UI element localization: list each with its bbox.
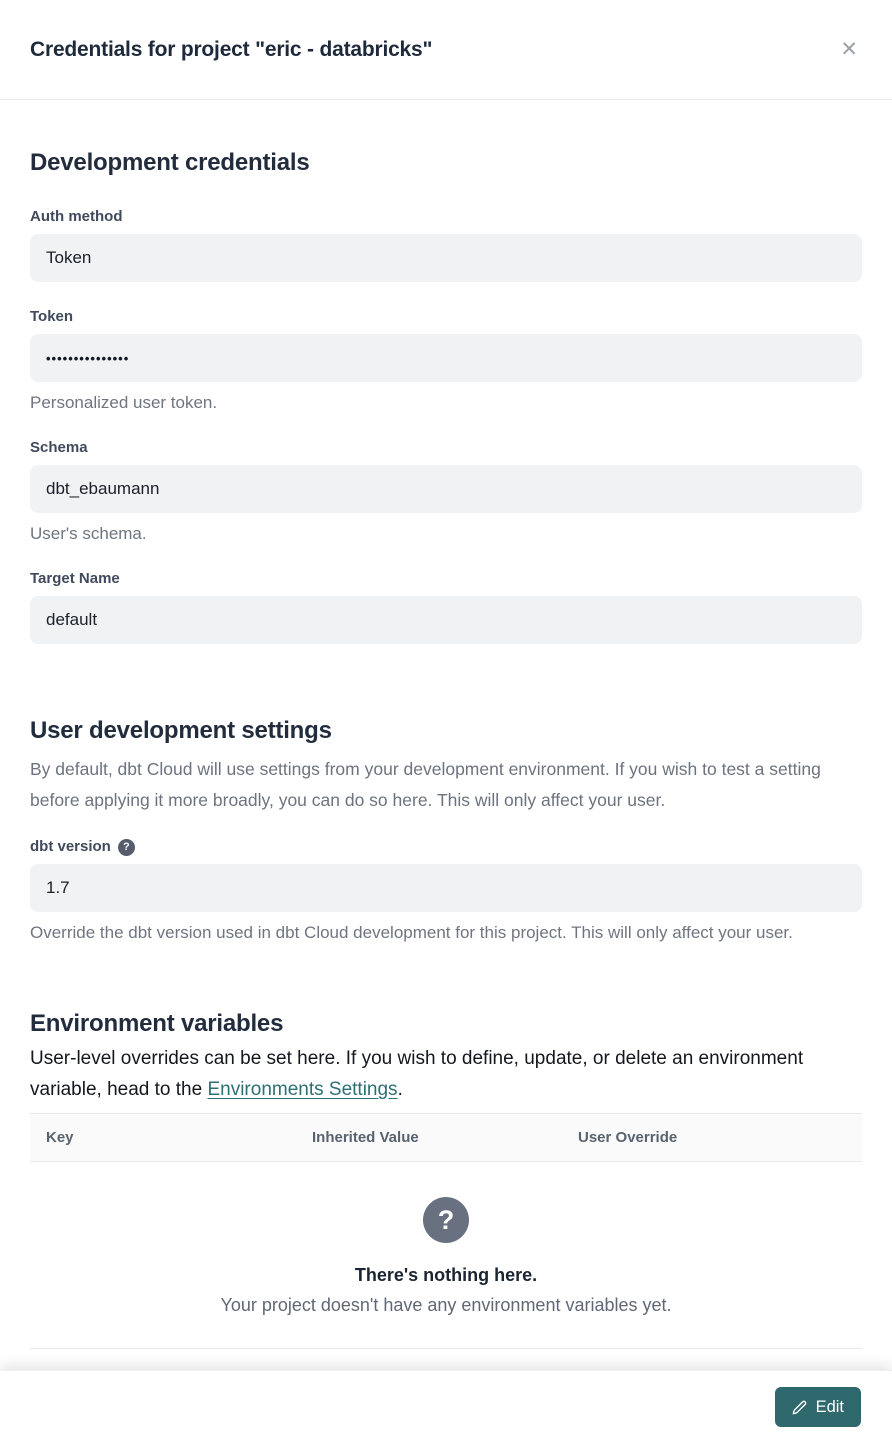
environment-variables-section xyxy=(30,1009,862,1349)
token-label: Token xyxy=(30,308,74,325)
dbt-version-label-text: dbt version xyxy=(30,838,111,855)
edit-button[interactable] xyxy=(775,1387,861,1427)
target-name-label: Target Name xyxy=(30,570,120,587)
help-circle-icon[interactable]: ? xyxy=(118,839,135,856)
schema-helper-text: User's schema. xyxy=(30,524,147,543)
modal-footer xyxy=(0,1370,892,1441)
token-field-group xyxy=(30,308,862,413)
question-circle-icon: ? xyxy=(423,1197,469,1243)
environments-settings-link[interactable]: Environments Settings xyxy=(207,1079,398,1100)
auth-method-label: Auth method xyxy=(30,208,123,225)
dbt-version-helper-text: Override the dbt version used in dbt Cloud development for this project. This will only affect your user. xyxy=(30,923,793,942)
user-development-settings-description: By default, dbt Cloud will use settings from your development environment. If you wish to test a setting before applying it more broadly, you can do so here. This will only affect your user. xyxy=(30,759,821,810)
dbt-version-input[interactable] xyxy=(30,864,862,912)
schema-input[interactable] xyxy=(30,465,862,513)
token-input[interactable] xyxy=(30,334,862,382)
schema-label: Schema xyxy=(30,439,88,456)
environment-variables-description xyxy=(30,1043,858,1105)
development-credentials-heading: Development credentials xyxy=(30,149,310,176)
empty-state-title: There's nothing here. xyxy=(354,1265,538,1285)
token-helper-text: Personalized user token. xyxy=(30,393,218,412)
env-vars-table-header xyxy=(30,1113,862,1162)
user-development-settings-section xyxy=(30,716,862,943)
schema-field-group xyxy=(30,439,862,544)
dbt-version-label xyxy=(30,838,862,856)
dbt-version-field-group xyxy=(30,838,862,943)
close-icon[interactable]: ✕ xyxy=(836,35,862,64)
column-header-inherited-value: Inherited Value xyxy=(312,1129,419,1146)
target-name-field-group xyxy=(30,570,862,644)
auth-method-input[interactable] xyxy=(30,234,862,282)
auth-method-field-group xyxy=(30,208,862,282)
target-name-input[interactable] xyxy=(30,596,862,644)
env-vars-empty-state xyxy=(30,1162,862,1349)
edit-button-label: Edit xyxy=(815,1397,844,1416)
env-desc-suffix: . xyxy=(397,1079,403,1100)
env-desc-prefix: User-level overrides can be set here. If you wish to define, update, or delete an environment variable, head to the xyxy=(30,1048,804,1100)
modal-body xyxy=(0,100,892,1349)
column-header-user-override: User Override xyxy=(578,1129,678,1146)
user-development-settings-heading: User development settings xyxy=(30,717,332,744)
modal-title: Credentials for project "eric - databricks" xyxy=(30,37,433,61)
pencil-icon xyxy=(792,1400,807,1415)
environment-variables-heading: Environment variables xyxy=(30,1010,284,1037)
empty-state-message: Your project doesn't have any environment variables yet. xyxy=(220,1295,672,1315)
column-header-key: Key xyxy=(46,1129,74,1146)
modal-header xyxy=(0,0,892,100)
